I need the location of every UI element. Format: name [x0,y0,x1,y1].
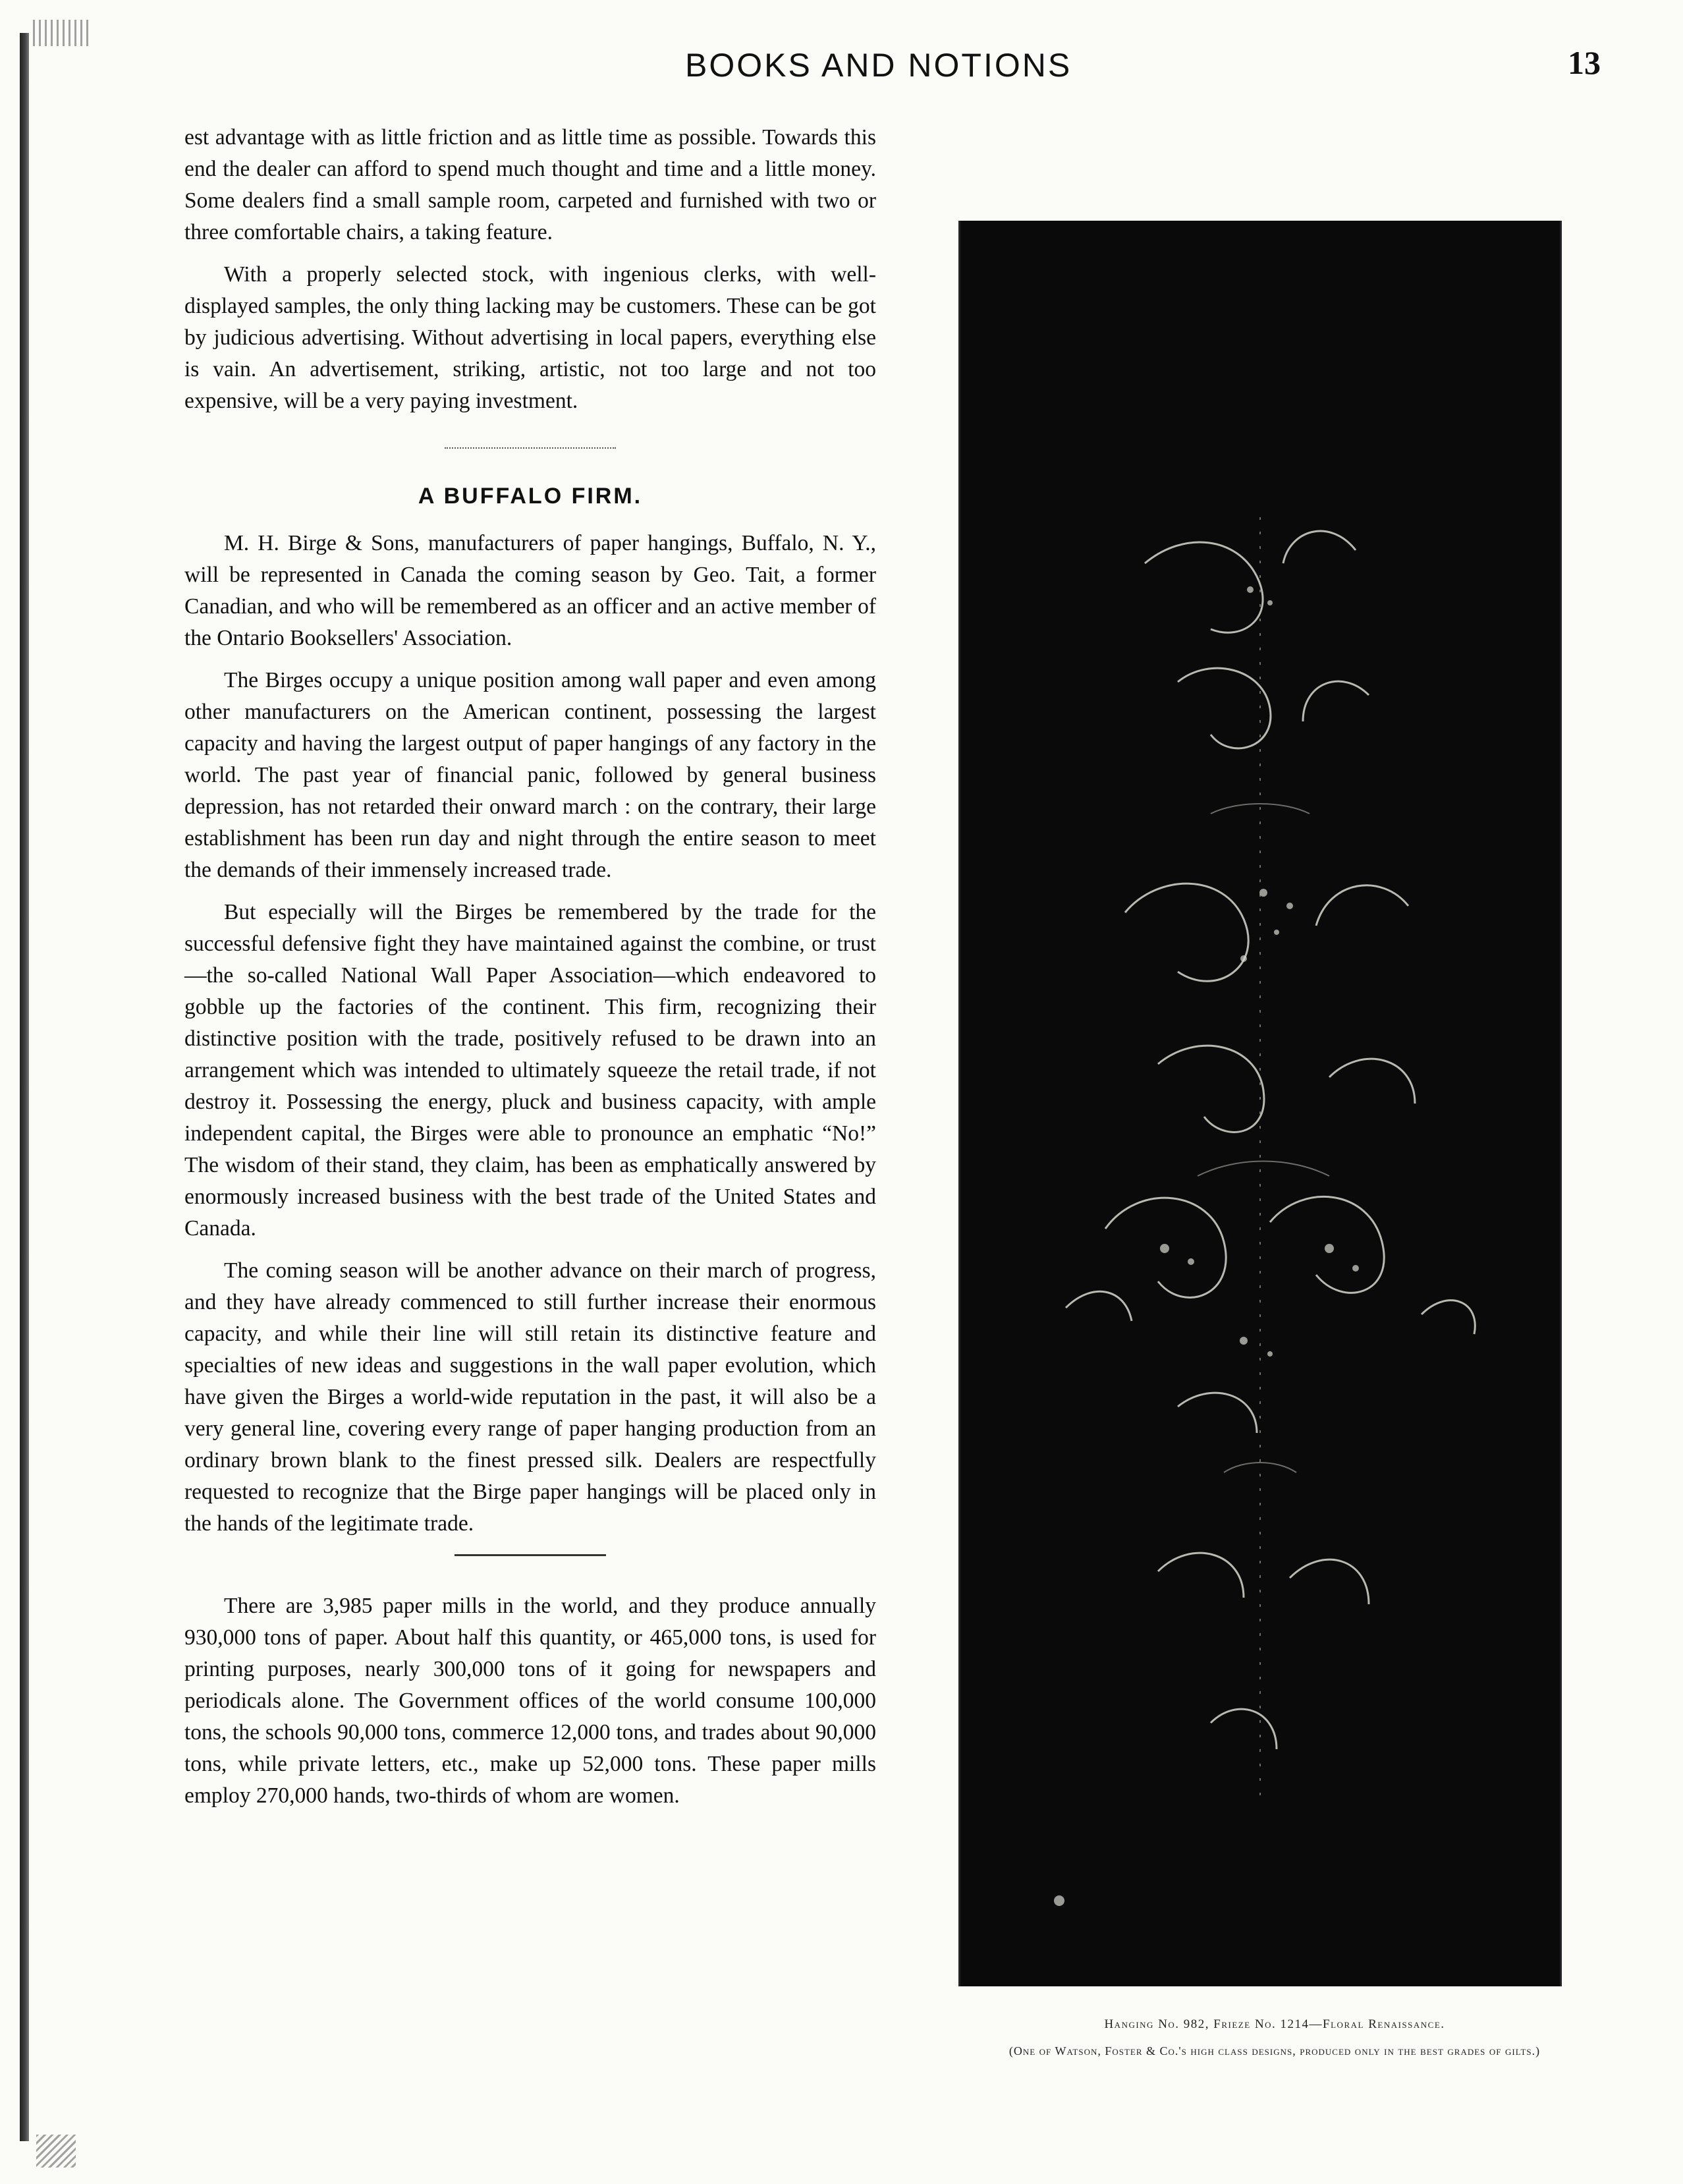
illustration-caption [935,2016,1614,2059]
scan-artifact [36,2135,76,2168]
article-paragraph: There are 3,985 paper mills in the world, and they produce annually 930,000 tons of paper. About half this quantity, or 465,000 tons, is used for printing purposes, nearly 300,000 tons of it going for newspapers and periodicals alone. The Government offices of the world consume 100,000 tons, the schools 90,000 tons, commerce 12,000 tons, and trades about 90,000 tons, while private letters, etc., make up 52,000 tons. These paper mills employ 270,000 hands, two-thirds of whom are women. [184,1594,876,1808]
article-paragraph: est advantage with as little friction and as little time as possible. Towards this end the dealer can afford to spend much thought and time and a little money. Some dealers find a small sample room, carpeted and furnished with two or three comfortable chairs, a taking feature. [184,125,876,244]
section-divider [455,1554,606,1556]
page-binding-edge [20,33,29,2141]
article-column [184,122,876,1822]
scan-artifact [33,20,92,46]
article-paragraph: M. H. Birge & Sons, manufacturers of paper hangings, Buffalo, N. Y., will be represented in Canada the coming season by Geo. Tait, a former Canadian, and who will be remembered as an officer and an active member of the Ontario Booksellers' Association. [184,531,876,650]
page-number: 13 [1568,44,1601,81]
article-paragraph: The Birges occupy a unique position among wall paper and even among other manufacturers on the American continent, possessing the largest capacity and having the largest output of paper hangings of any factory in the world. The past year of financial panic, followed by general business depression, has not retarded their onward march : on the contrary, their large establishment has been run day and night through the entire season to meet the demands of their immensely increased trade. [184,668,876,882]
article-paragraph: The coming season will be another advance on their march of progress, and they have already commenced to still further increase their enormous capacity, and while their line will still retain its distinctive feature and specialties of new ideas and suggestions in the wall paper evolution, which have given the Birges a world-wide reputation in the past, it will also be a very general line, covering every range of paper hanging production from an ordinary brown blank to the finest pressed silk. Dealers are respectfully requested to recognize that the Birge paper hangings will be placed only in the hands of the legitimate trade. [184,1258,876,1536]
caption-note: (One of Watson, Foster & Co.'s high class designs, produced only in the best grades of gilts.) [1008,2044,1541,2058]
article-paragraph: With a properly selected stock, with ingenious clerks, with well-displayed samples, the only thing lacking may be customers. These can be got by judicious advertising. Without advertising in local papers, everything else is vain. An advertisement, striking, artistic, not too large and not too expensive, will be a very paying investment. [184,262,876,413]
section-heading: A BUFFALO FIRM. [418,484,643,509]
article-paragraph: But especially will the Birges be remembered by the trade for the successful defensive fight they have maintained against the combine, or trust—the so-called National Wall Paper Association—which endeavored to gobble up the factories of the continent. This firm, recognizing their distinctive position with the trade, positively refused to be drawn into an arrangement which was intended to ultimately squeeze the retail trade, if not destroy it. Possessing the energy, pluck and business capacity, with ample independent capital, the Birges were able to pronounce an emphatic “No!” The wisdom of their stand, they claim, has been as emphatically answered by enormously increased business with the best trade of the United States and Canada. [184,900,876,1241]
running-head: BOOKS AND NOTIONS [685,47,1072,84]
section-divider [445,447,616,449]
wallpaper-illustration [958,221,1562,1986]
caption-title: Hanging No. 982, Frieze No. 1214—Floral Renaissance. [1104,2017,1445,2031]
floral-renaissance-ornament [960,221,1560,1986]
